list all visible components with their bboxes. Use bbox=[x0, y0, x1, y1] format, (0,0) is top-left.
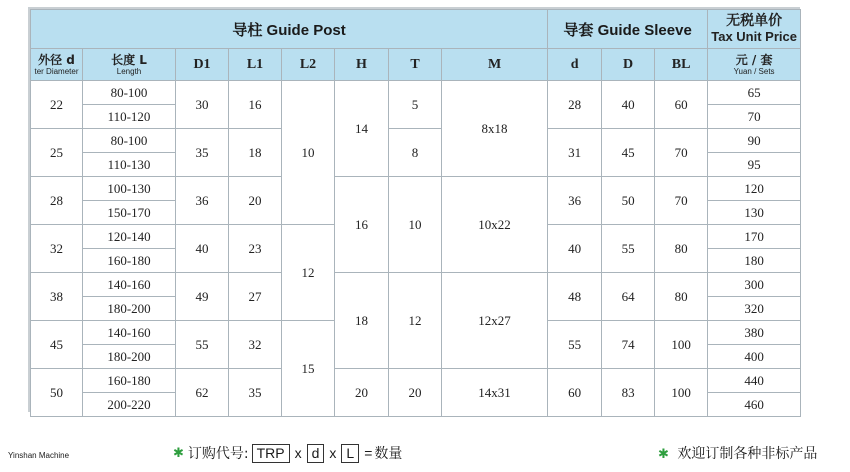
d1-cell: 55 bbox=[176, 321, 229, 369]
d1-cell: 36 bbox=[176, 177, 229, 225]
outer-diameter-cell: 22 bbox=[31, 81, 83, 129]
length-cell: 140-160 bbox=[83, 273, 176, 297]
t-cell: 8 bbox=[389, 129, 442, 177]
sleeve-D-cell: 50 bbox=[602, 177, 655, 225]
length-cell: 80-100 bbox=[83, 129, 176, 153]
bl-cell: 80 bbox=[655, 225, 708, 273]
bl-cell: 80 bbox=[655, 273, 708, 321]
l1-cell: 16 bbox=[229, 81, 282, 129]
d1-cell: 35 bbox=[176, 129, 229, 177]
sleeve-D-cell: 64 bbox=[602, 273, 655, 321]
times-sign: x bbox=[294, 445, 302, 461]
times-sign: x bbox=[329, 445, 337, 461]
custom-products-text: 欢迎订制各种非标产品 bbox=[677, 446, 818, 462]
order-code-line bbox=[173, 443, 402, 463]
length-cell: 160-180 bbox=[83, 249, 176, 273]
price-cell: 460 bbox=[708, 393, 801, 417]
star-icon: ✱ bbox=[658, 447, 669, 462]
guide-post-spec-table bbox=[30, 9, 801, 417]
outer-diameter-cell: 50 bbox=[31, 369, 83, 417]
price-cell: 70 bbox=[708, 105, 801, 129]
l2-cell: 10 bbox=[282, 81, 335, 225]
col-L1: L1 bbox=[229, 49, 282, 81]
h-cell: 20 bbox=[335, 369, 389, 417]
code-d: d bbox=[307, 444, 325, 463]
outer-diameter-cell: 28 bbox=[31, 177, 83, 225]
t-cell: 12 bbox=[389, 273, 442, 369]
length-cell: 120-140 bbox=[83, 225, 176, 249]
length-cell: 140-160 bbox=[83, 321, 176, 345]
l1-cell: 20 bbox=[229, 177, 282, 225]
custom-products-note bbox=[658, 443, 817, 463]
length-cell: 180-200 bbox=[83, 345, 176, 369]
price-header-en: Tax Unit Price bbox=[711, 29, 797, 44]
price-cell: 180 bbox=[708, 249, 801, 273]
length-cell: 100-130 bbox=[83, 177, 176, 201]
l1-cell: 32 bbox=[229, 321, 282, 369]
price-cell: 130 bbox=[708, 201, 801, 225]
length-cell: 200-220 bbox=[83, 393, 176, 417]
h-cell: 18 bbox=[335, 273, 389, 369]
price-cell: 65 bbox=[708, 81, 801, 105]
l1-cell: 27 bbox=[229, 273, 282, 321]
d1-cell: 40 bbox=[176, 225, 229, 273]
brand-label: Yinshan Machine bbox=[8, 451, 70, 460]
col-T: T bbox=[389, 49, 442, 81]
price-cell: 90 bbox=[708, 129, 801, 153]
col-M: M bbox=[442, 49, 548, 81]
col-D1: D1 bbox=[176, 49, 229, 81]
sleeve-d-cell: 36 bbox=[548, 177, 602, 225]
table-row bbox=[31, 369, 801, 393]
length-cell: 160-180 bbox=[83, 369, 176, 393]
star-icon: ✱ bbox=[173, 445, 184, 461]
col-unit: 元 / 套 Yuan / Sets bbox=[708, 49, 801, 81]
l1-cell: 23 bbox=[229, 225, 282, 273]
length-cell: 150-170 bbox=[83, 201, 176, 225]
col-sleeve-D: D bbox=[602, 49, 655, 81]
length-cell: 110-120 bbox=[83, 105, 176, 129]
col-outer-diameter: 外径 d ter Diameter bbox=[31, 49, 83, 81]
m-cell: 12x27 bbox=[442, 273, 548, 369]
t-cell: 20 bbox=[389, 369, 442, 417]
price-cell: 400 bbox=[708, 345, 801, 369]
h-cell: 16 bbox=[335, 177, 389, 273]
price-cell: 95 bbox=[708, 153, 801, 177]
table-row bbox=[31, 177, 801, 201]
length-cell: 180-200 bbox=[83, 297, 176, 321]
d1-cell: 62 bbox=[176, 369, 229, 417]
sleeve-d-cell: 40 bbox=[548, 225, 602, 273]
col-length: 长度 L Length bbox=[83, 49, 176, 81]
bl-cell: 70 bbox=[655, 129, 708, 177]
sleeve-D-cell: 40 bbox=[602, 81, 655, 129]
guide-post-header: 导柱 Guide Post bbox=[31, 10, 548, 49]
bl-cell: 100 bbox=[655, 369, 708, 417]
sleeve-D-cell: 45 bbox=[602, 129, 655, 177]
l1-cell: 35 bbox=[229, 369, 282, 417]
l2-cell: 15 bbox=[282, 321, 335, 417]
price-cell: 170 bbox=[708, 225, 801, 249]
col-sleeve-d: d bbox=[548, 49, 602, 81]
order-code-label: 订购代号: bbox=[187, 446, 249, 462]
sleeve-d-cell: 28 bbox=[548, 81, 602, 129]
sleeve-D-cell: 74 bbox=[602, 321, 655, 369]
outer-diameter-cell: 32 bbox=[31, 225, 83, 273]
price-header bbox=[708, 10, 801, 49]
quantity-label: 数量 bbox=[374, 446, 403, 462]
outer-diameter-cell: 45 bbox=[31, 321, 83, 369]
outer-diameter-cell: 38 bbox=[31, 273, 83, 321]
sleeve-D-cell: 83 bbox=[602, 369, 655, 417]
bl-cell: 100 bbox=[655, 321, 708, 369]
sleeve-d-cell: 48 bbox=[548, 273, 602, 321]
sleeve-d-cell: 31 bbox=[548, 129, 602, 177]
m-cell: 10x22 bbox=[442, 177, 548, 273]
equals-sign: = bbox=[364, 445, 373, 461]
price-cell: 380 bbox=[708, 321, 801, 345]
d1-cell: 30 bbox=[176, 81, 229, 129]
m-cell: 14x31 bbox=[442, 369, 548, 417]
l1-cell: 18 bbox=[229, 129, 282, 177]
length-cell: 80-100 bbox=[83, 81, 176, 105]
bl-cell: 60 bbox=[655, 81, 708, 129]
price-cell: 440 bbox=[708, 369, 801, 393]
price-cell: 320 bbox=[708, 297, 801, 321]
price-cell: 120 bbox=[708, 177, 801, 201]
price-cell: 300 bbox=[708, 273, 801, 297]
bl-cell: 70 bbox=[655, 177, 708, 225]
col-H: H bbox=[335, 49, 389, 81]
h-cell: 14 bbox=[335, 81, 389, 177]
guide-sleeve-header: 导套 Guide Sleeve bbox=[548, 10, 708, 49]
code-l: L bbox=[341, 444, 359, 463]
length-cell: 110-130 bbox=[83, 153, 176, 177]
table-row bbox=[31, 129, 801, 153]
sleeve-d-cell: 55 bbox=[548, 321, 602, 369]
sleeve-d-cell: 60 bbox=[548, 369, 602, 417]
sleeve-D-cell: 55 bbox=[602, 225, 655, 273]
d1-cell: 49 bbox=[176, 273, 229, 321]
t-cell: 5 bbox=[389, 81, 442, 129]
outer-diameter-cell: 25 bbox=[31, 129, 83, 177]
col-L2: L2 bbox=[282, 49, 335, 81]
table-row bbox=[31, 273, 801, 297]
m-cell: 8x18 bbox=[442, 81, 548, 177]
col-BL: BL bbox=[655, 49, 708, 81]
t-cell: 10 bbox=[389, 177, 442, 273]
code-trp: TRP bbox=[252, 444, 290, 463]
price-header-zh: 无税单价 bbox=[726, 13, 783, 29]
table-row bbox=[31, 81, 801, 105]
l2-cell: 12 bbox=[282, 225, 335, 321]
